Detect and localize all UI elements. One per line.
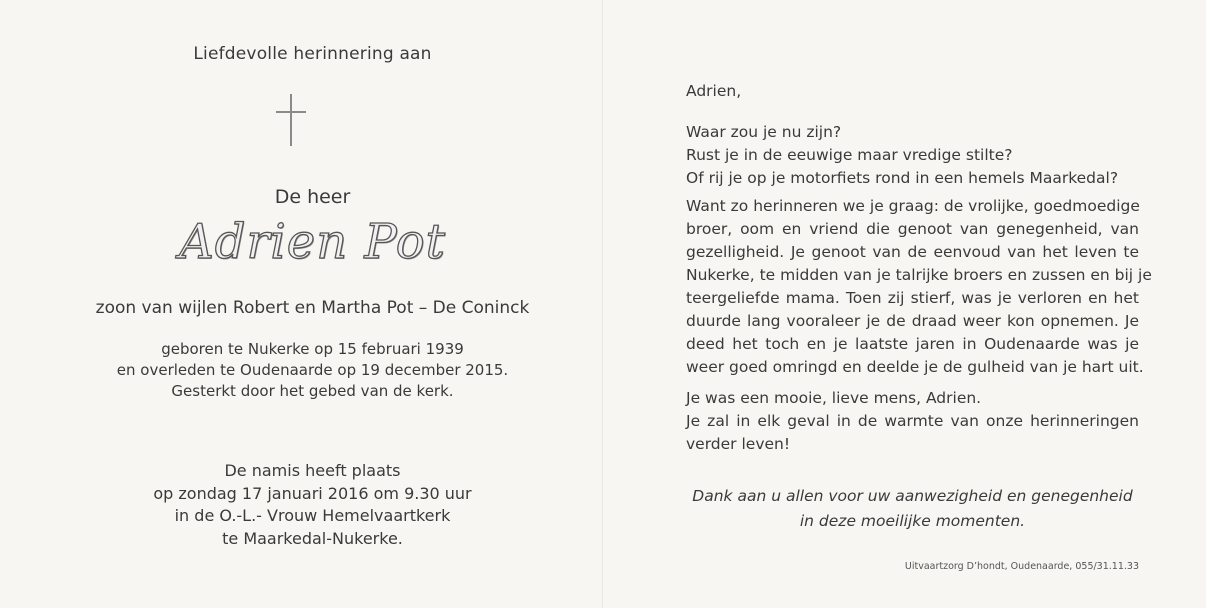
paragraph-line: Je was een mooie, lieve mens, Adrien.	[686, 389, 982, 407]
question-line: Rust je in de eeuwige maar vredige stilte?	[686, 146, 1013, 164]
paragraph-line: Nukerke, te midden van je talrijke broers en zussen en bij je	[686, 266, 1152, 284]
paragraph-line: Want zo herinneren we je graag: de vrolijke, goedmoedige	[686, 197, 1140, 215]
funeral-home-footer: Uitvaartzorg D’hondt, Oudenaarde, 055/31.11.33	[904, 561, 1139, 572]
thanks-line: in deze moeilijke momenten.	[799, 512, 1026, 530]
funeral-line: in de O.-L.- Vrouw Hemelvaartkerk	[174, 506, 451, 525]
question-line: Waar zou je nu zijn?	[686, 123, 842, 141]
funeral-line: op zondag 17 januari 2016 om 9.30 uur	[153, 483, 472, 503]
question-line: Of rij je op je motorfiets rond in een hemels Maarkedal?	[686, 169, 1119, 187]
paragraph-line: Je zal in elk geval in de warmte van onze herinneringen	[686, 412, 1139, 430]
memory-paragraph	[686, 195, 1152, 379]
parents-line: zoon van wijlen Robert en Martha Pot – De Coninck	[95, 298, 530, 318]
card-fold	[602, 0, 603, 608]
paragraph-line: verder leven!	[686, 435, 791, 453]
death-line: en overleden te Oudenaarde op 19 december 2015.	[116, 361, 509, 379]
right-panel	[686, 0, 1152, 608]
greeting: Adrien,	[686, 82, 742, 100]
birth-line: geboren te Nukerke op 15 februari 1939	[161, 340, 464, 358]
thanks-note	[686, 484, 1139, 534]
thanks-line: Dank aan u allen voor uw aanwezigheid en genegenheid	[692, 487, 1133, 505]
funeral-line: te Maarkedal-Nukerke.	[222, 528, 403, 548]
birth-death-info	[40, 339, 585, 402]
church-line: Gesterkt door het gebed van de kerk.	[171, 382, 454, 400]
card-title: Liefdevolle herinnering aan	[193, 44, 432, 64]
cross-icon	[276, 94, 306, 146]
paragraph-line: teergeliefde mama. Toen zij stierf, was je verloren en het	[686, 289, 1139, 307]
paragraph-line: broer, oom en vriend die genoot van genegenheid, van	[686, 220, 1139, 238]
salutation: De heer	[274, 186, 351, 208]
paragraph-line: weer goed omringd en deelde je de gulheid van je hart uit.	[686, 358, 1144, 376]
funeral-line: De namis heeft plaats	[224, 461, 401, 480]
paragraph-line: duurde lang vooraleer je de draad weer kon opnemen. Je	[686, 312, 1139, 330]
closing-paragraph	[686, 387, 1139, 456]
deceased-name: Adrien Pot	[179, 214, 446, 270]
questions	[686, 121, 1139, 190]
funeral-info	[40, 460, 585, 550]
left-panel	[40, 0, 585, 608]
paragraph-line: gezelligheid. Je genoot van de eenvoud van het leven te	[686, 243, 1139, 261]
paragraph-line: deed het toch en je laatste jaren in Oudenaarde was je	[686, 335, 1139, 353]
